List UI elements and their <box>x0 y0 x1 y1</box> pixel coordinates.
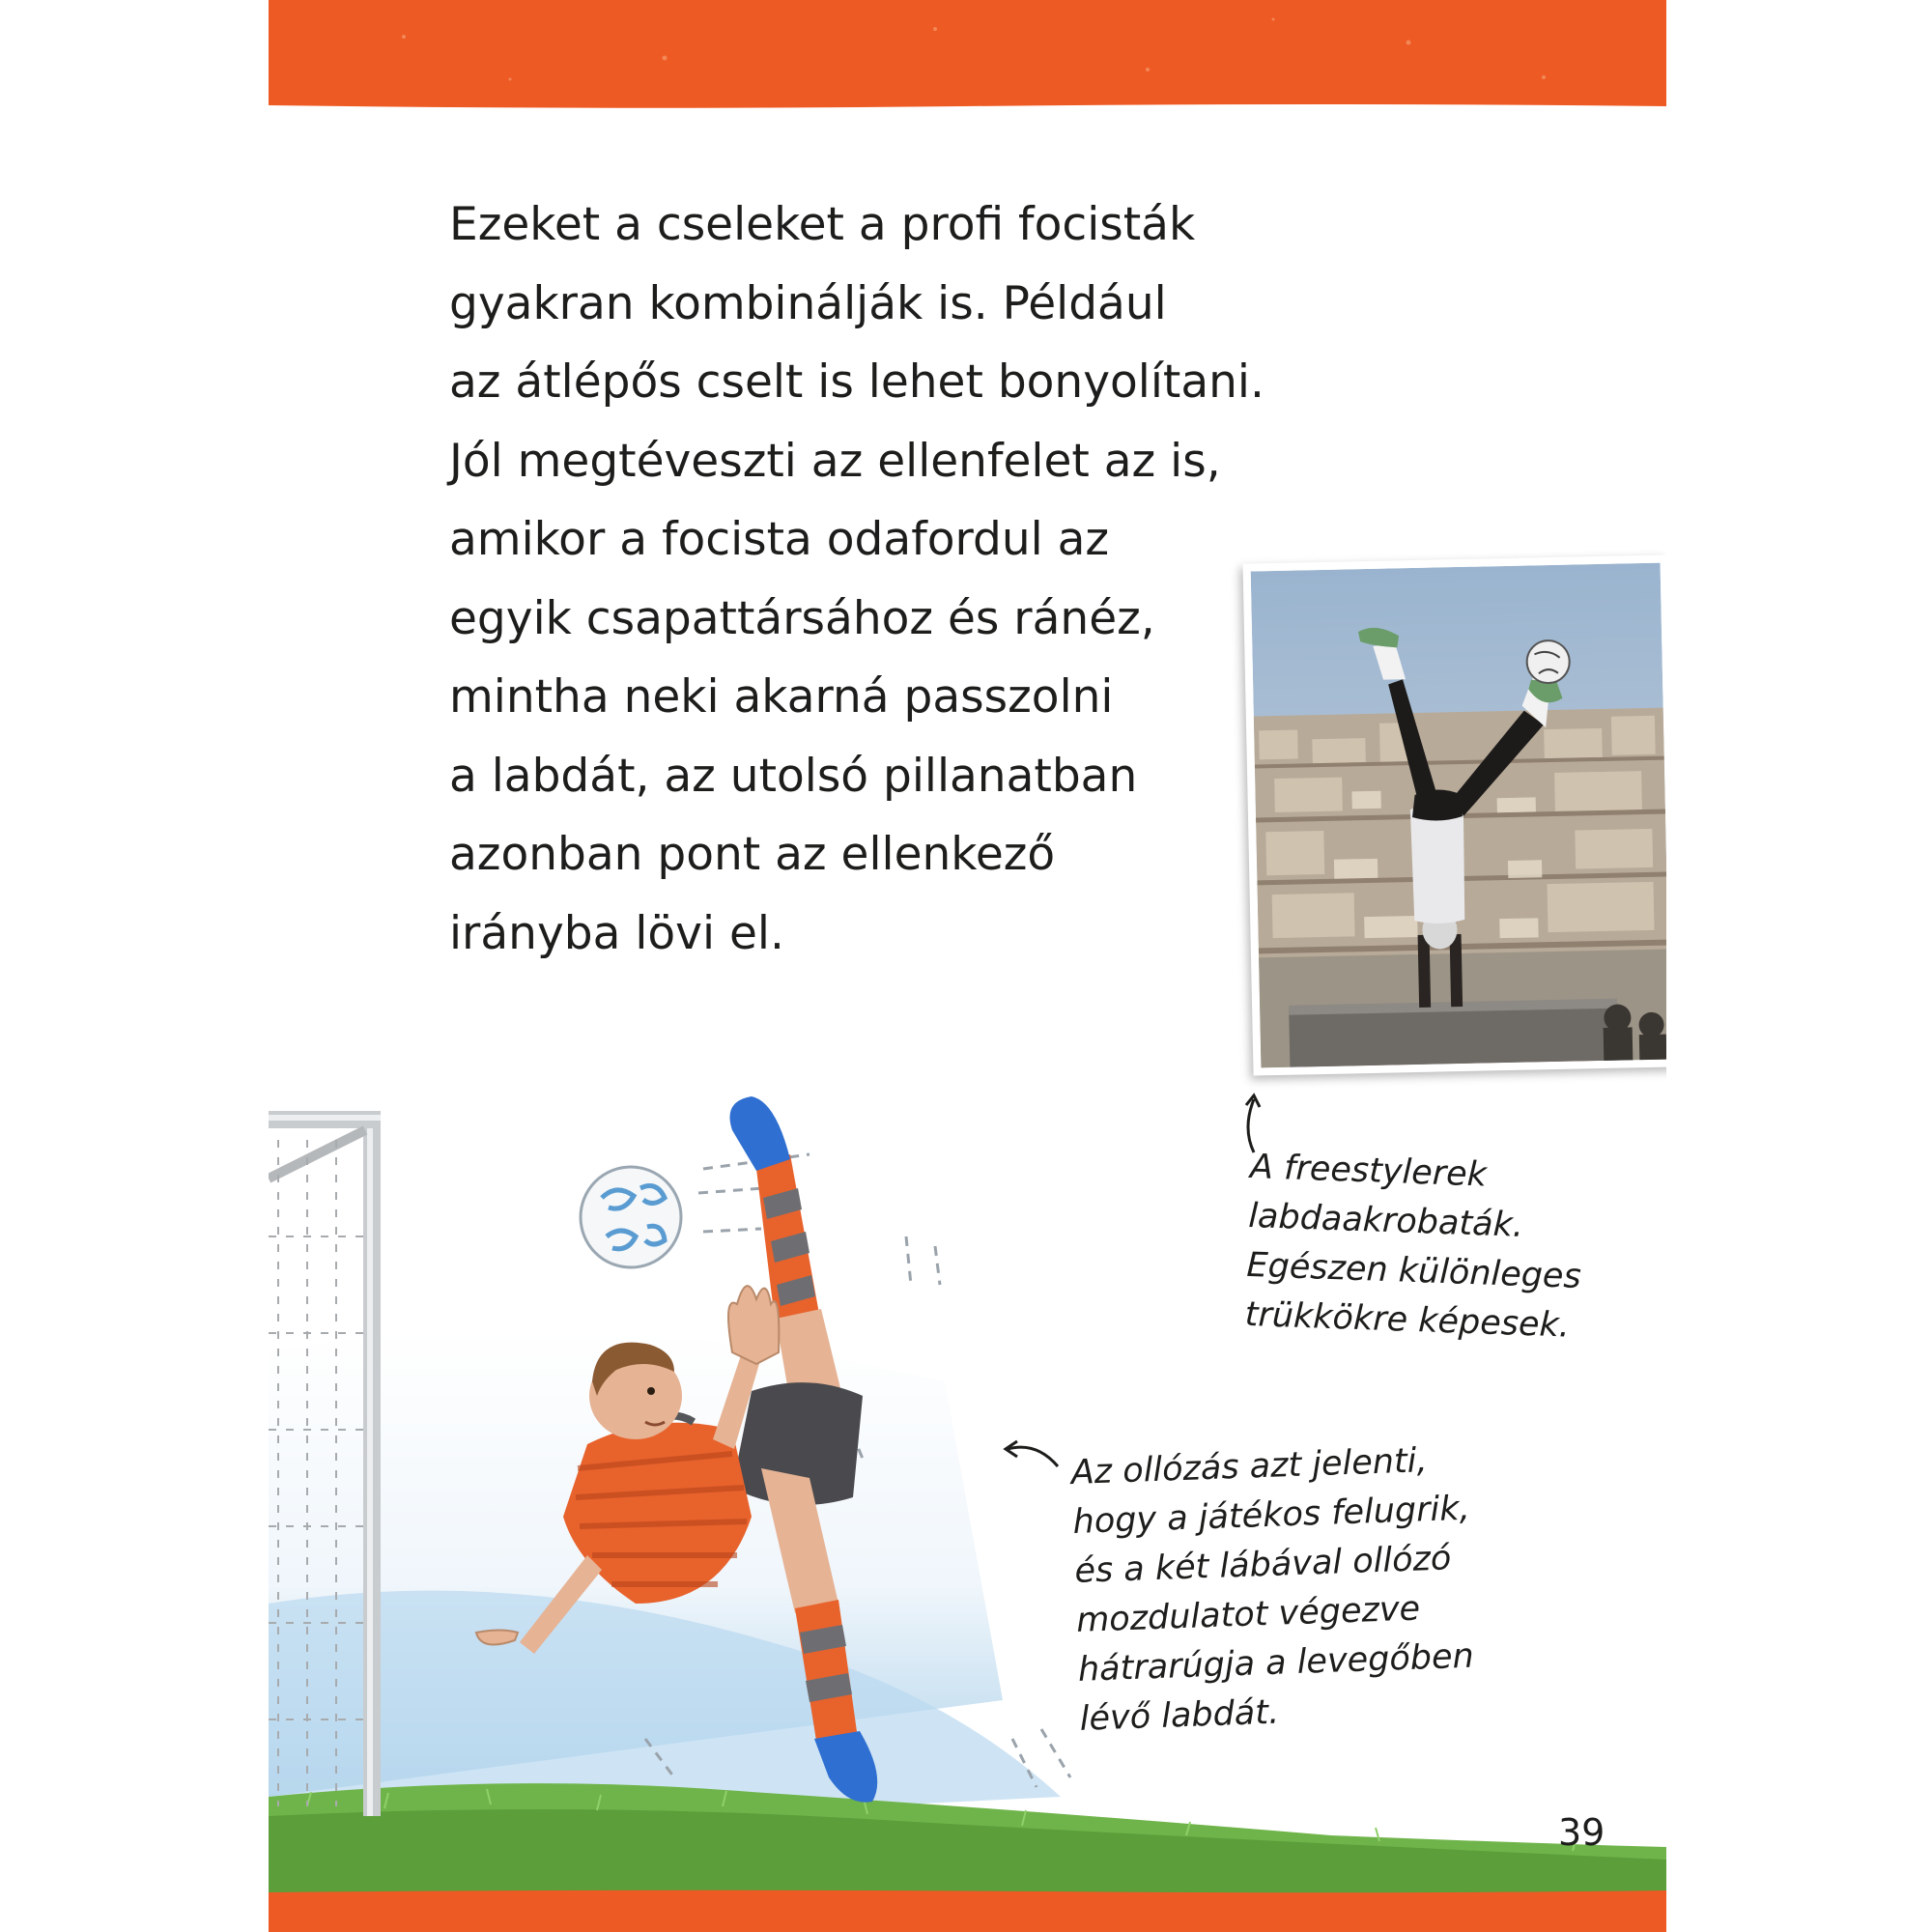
text-line: gyakran kombinálják is. Például <box>449 276 1167 330</box>
main-paragraph <box>449 185 1319 973</box>
text-line: Jól megtéveszti az ellenfelet az is, <box>449 434 1221 488</box>
text-line: mintha neki akarná passzolni <box>449 670 1114 724</box>
caption-line: trükkökre képesek. <box>1244 1294 1571 1346</box>
freestyler-photo <box>1242 554 1666 1075</box>
text-line: a labdát, az utolsó pillanatban <box>449 749 1138 803</box>
caption-line: A freestylerek <box>1249 1147 1488 1195</box>
illustration-caption <box>1070 1435 1478 1745</box>
book-page <box>269 0 1666 1932</box>
page-number: 39 <box>1558 1811 1605 1854</box>
text-line: az átlépős cselt is lehet bonyolítani. <box>449 355 1264 409</box>
text-line: egyik csapattársához és ránéz, <box>449 591 1155 645</box>
caption-line: labdaakrobaták. <box>1247 1196 1524 1245</box>
caption-line: hátrarúgja a levegőben <box>1077 1636 1475 1690</box>
caption-arrow-left-icon <box>998 1437 1065 1476</box>
bottom-orange-band <box>269 1889 1666 1932</box>
top-orange-band <box>269 0 1666 109</box>
text-line: Ezeket a cseleket a profi focisták <box>449 198 1196 251</box>
caption-line: Egészen különleges <box>1245 1245 1582 1296</box>
text-line: azonban pont az ellenkező <box>449 828 1056 881</box>
text-line: irányba lövi el. <box>449 906 784 960</box>
text-line: amikor a focista odafordul az <box>449 513 1110 566</box>
photo-caption <box>1244 1143 1585 1351</box>
soccer-ball <box>581 1167 681 1267</box>
caption-line: lévő labdát. <box>1079 1692 1280 1739</box>
caption-line: mozdulatot végezve <box>1075 1589 1421 1640</box>
caption-line: hogy a játékos felugrik, <box>1071 1489 1471 1542</box>
caption-line: és a két lábával ollózó <box>1073 1539 1452 1591</box>
caption-line: Az ollózás azt jelenti, <box>1070 1441 1429 1492</box>
